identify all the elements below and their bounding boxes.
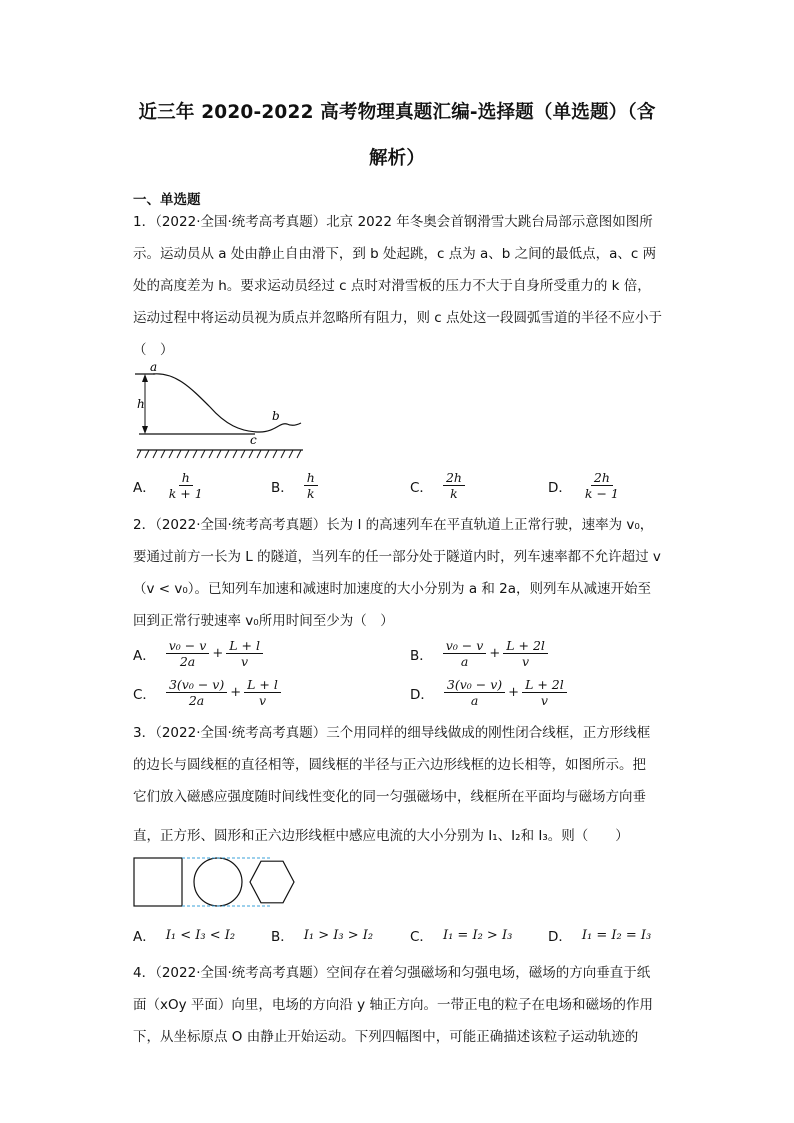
page-title-line-2: 解析） bbox=[368, 148, 426, 169]
q1-option-b[interactable]: B． $\frac{h}{k}$ bbox=[271, 470, 318, 501]
fraction: $\frac{L + l}{v}$ bbox=[226, 638, 263, 669]
q2-option-a[interactable]: A． $\frac{\text{v₀ − v}}{2a}$ + $\frac{L + l}{v}$ bbox=[133, 638, 263, 669]
square-frame bbox=[134, 858, 182, 906]
question-4-text: 4．（2022·全国·统考高考真题）空间存在着匀强磁场和匀强电场，磁场的方向垂直于纸面（xOy 平面）向里，电场的方向沿 y 轴正方向。一带正电的粒子在电场和磁场的作用下，从坐标原点 O 由静止开始运动。下列四幅图中，可能正确描述该粒子运动轨迹的 bbox=[133, 965, 653, 1045]
q1-option-a[interactable]: A． $\frac{h}{k + 1}$ bbox=[133, 470, 206, 501]
fraction: $\frac{\text{3(v₀ − v)}}{2a}$ bbox=[166, 677, 227, 708]
label-h: h bbox=[137, 397, 145, 411]
hexagon-frame bbox=[260, 862, 295, 902]
label-c: c bbox=[250, 433, 257, 447]
fraction: $\frac{\text{v₀ − v}}{a}$ bbox=[443, 638, 487, 669]
fraction: $\frac{L + 2l}{v}$ bbox=[503, 638, 548, 669]
label-b: b bbox=[272, 409, 280, 423]
fraction: $\frac{\text{v₀ − v}}{2a}$ bbox=[166, 638, 210, 669]
question-1-text: 1．（2022·全国·统考高考真题）北京 2022 年冬奥会首钢滑雪大跳台局部示意图如图所示。运动员从 a 处由静止自由滑下，到 b 处起跳，c 点为 a、b 之间的最低点，a、c 两处的高度差为 h。要求运动员经过 c 点时对滑雪板的压力不大于自身所受重力的 k 倍，运动过程中将运动员视为质点并忽略所有阻力，则 c 点处这一段圆弧雪道的半径不应小于（ ） bbox=[133, 214, 663, 358]
wire-frames-figure bbox=[132, 856, 302, 908]
q3-option-b[interactable]: B． I₁ > I₃ > I₂ bbox=[271, 927, 374, 945]
fraction: $\frac{h}{k}$ bbox=[304, 470, 318, 501]
section-heading: 一、单选题 bbox=[133, 192, 201, 208]
ski-jump-figure bbox=[135, 362, 305, 462]
fraction: $\frac{h}{k + 1}$ bbox=[168, 470, 203, 501]
question-2-text: 2．（2022·全国·统考高考真题）长为 l 的高速列车在平直轨道上正常行驶，速率为 v₀，要通过前方一长为 L 的隧道，当列车的任一部分处于隧道内时，列车速率都不允许超过 v（v < v₀）。已知列车加速和减速时加速度的大小分别为 a 和 2a，则列车从减速开始至回到正常行驶速率 v₀所用时间至少为（ ） bbox=[133, 517, 661, 629]
label-a: a bbox=[150, 362, 158, 374]
q2-option-c[interactable]: C． $\frac{\text{3(v₀ − v)}}{2a}$ + $\frac{L + l}{v}$ bbox=[133, 677, 281, 708]
q1-option-d[interactable]: D． $\frac{2h}{k - 1}$ bbox=[548, 470, 622, 501]
fraction: $\frac{L + 2l}{v}$ bbox=[522, 677, 567, 708]
circle-frame bbox=[194, 858, 242, 906]
fraction: $\frac{2h}{k - 1}$ bbox=[584, 470, 619, 501]
q2-option-b[interactable]: B． $\frac{\text{v₀ − v}}{a}$ + $\frac{L + 2l}{v}$ bbox=[410, 638, 548, 669]
q3-option-a[interactable]: A． I₁ < I₃ < I₂ bbox=[133, 927, 236, 945]
question-3-text: 3．（2022·全国·统考高考真题）三个用同样的细导线做成的刚性闭合线框，正方形线框 的边长与圆线框的直径相等，圆线框的半径与正六边形线框的边长相等，如图所示。把 它们放入磁感应强度随时间线性变化的同一匀强磁场中，线框所在平面均与磁场方向垂 直，正方形、圆形和正六边形线框中感应电流的大小分别为 I₁、I₂和 I₃。则（ ） bbox=[133, 725, 651, 844]
q3-option-c[interactable]: C． I₁ = I₂ > I₃ bbox=[410, 927, 513, 945]
fraction: $\frac{L + l}{v}$ bbox=[244, 677, 281, 708]
q3-option-d[interactable]: D． I₁ = I₂ = I₃ bbox=[548, 927, 652, 945]
q1-option-c[interactable]: C． $\frac{2h}{k}$ bbox=[410, 470, 465, 501]
page-title-line-1: 近三年 2020-2022 高考物理真题汇编-选择题（单选题）（含 bbox=[138, 102, 656, 123]
fraction: $\frac{\text{3(v₀ − v)}}{a}$ bbox=[444, 677, 505, 708]
fraction: $\frac{2h}{k}$ bbox=[443, 470, 465, 501]
q2-option-d[interactable]: D． $\frac{\text{3(v₀ − v)}}{a}$ + $\frac{L + 2l}{v}$ bbox=[410, 677, 567, 708]
